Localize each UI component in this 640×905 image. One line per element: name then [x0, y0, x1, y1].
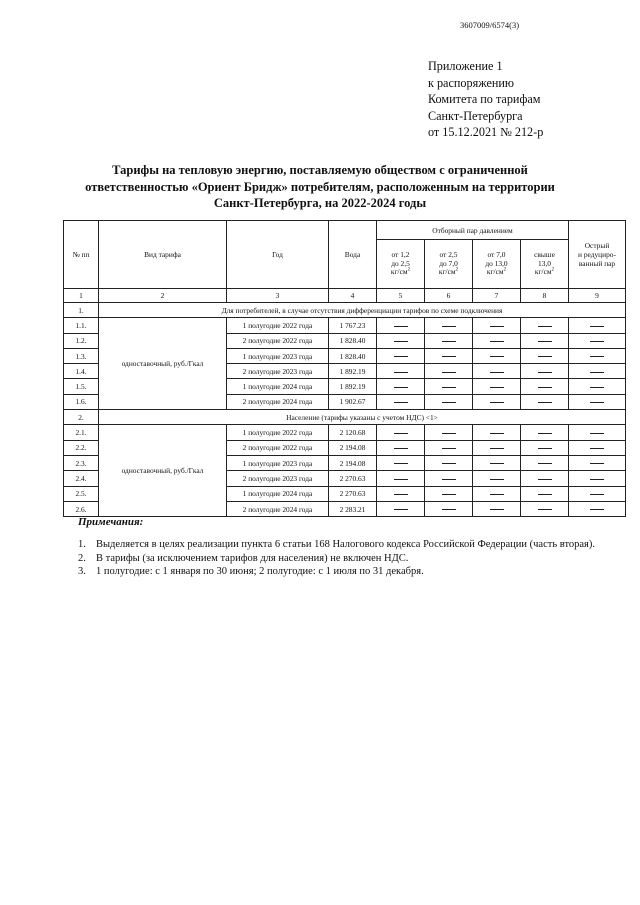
header-steam-group: Отборный пар давлением	[377, 221, 569, 240]
section-label: Население (тарифы указаны с учетом НДС) <1>	[99, 410, 626, 425]
empty-cell	[377, 440, 425, 455]
header-sharp-steam	[569, 221, 626, 289]
empty-cell	[569, 348, 626, 363]
empty-cell	[521, 318, 569, 333]
notes-list	[78, 538, 595, 579]
row-num: 1.4.	[64, 364, 99, 379]
empty-cell	[521, 486, 569, 501]
dash-mark	[394, 387, 408, 388]
water-tariff-cell: 2 194.08	[329, 455, 377, 470]
dash-mark	[394, 463, 408, 464]
dash-mark	[442, 372, 456, 373]
period-cell: 2 полугодие 2023 года	[227, 471, 329, 486]
dash-mark	[394, 433, 408, 434]
dash-mark	[490, 356, 504, 357]
empty-cell	[473, 364, 521, 379]
empty-cell	[521, 501, 569, 516]
dash-mark	[442, 509, 456, 510]
empty-cell	[473, 348, 521, 363]
dash-mark	[590, 326, 604, 327]
dash-mark	[490, 326, 504, 327]
title-line: Санкт-Петербурга, на 2022-2024 годы	[213, 196, 427, 210]
header-line: кг/см	[390, 267, 408, 277]
empty-cell	[425, 486, 473, 501]
row-num: 2.2.	[64, 440, 99, 455]
period-cell: 2 полугодие 2024 года	[227, 394, 329, 409]
annex-line: к распоряжению	[428, 75, 515, 90]
dash-mark	[490, 402, 504, 403]
table-row	[64, 425, 626, 440]
column-number-row	[64, 289, 626, 303]
empty-cell	[569, 455, 626, 470]
header-num: № пп	[64, 221, 99, 289]
superscript: 2	[455, 267, 459, 273]
empty-cell	[569, 333, 626, 348]
column-number: 8	[521, 289, 569, 303]
empty-cell	[425, 394, 473, 409]
period-cell: 2 полугодие 2022 года	[227, 333, 329, 348]
tariff-type-cell: одноставочный, руб./Гкал	[99, 318, 227, 410]
title-line: Тарифы на тепловую энергию, поставляемую обществом с ограниченной	[112, 163, 528, 177]
header-pressure-3	[473, 240, 521, 289]
empty-cell	[377, 333, 425, 348]
note-text: Выделяется в целях реализации пункта 6 статьи 168 Налогового кодекса Российской Федерации (часть вторая).	[96, 539, 596, 550]
empty-cell	[377, 486, 425, 501]
empty-cell	[377, 379, 425, 394]
dash-mark	[394, 448, 408, 449]
header-pressure-2	[425, 240, 473, 289]
dash-mark	[538, 494, 552, 495]
section-num: 1.	[64, 303, 99, 318]
period-cell: 1 полугодие 2022 года	[227, 318, 329, 333]
empty-cell	[473, 333, 521, 348]
header-line: до 2,5	[391, 258, 410, 268]
dash-mark	[590, 372, 604, 373]
period-cell: 1 полугодие 2023 года	[227, 348, 329, 363]
dash-mark	[394, 372, 408, 373]
note-number: 1.	[78, 539, 86, 550]
row-num: 2.3.	[64, 455, 99, 470]
empty-cell	[521, 455, 569, 470]
superscript: 2	[551, 267, 555, 273]
header-year: Год	[227, 221, 329, 289]
dash-mark	[538, 463, 552, 464]
note-item	[78, 552, 595, 566]
empty-cell	[521, 471, 569, 486]
section-label: Для потребителей, в случае отсутствия дифференциации тарифов по схеме подключения	[99, 303, 626, 318]
row-num: 1.1.	[64, 318, 99, 333]
empty-cell	[425, 455, 473, 470]
empty-cell	[521, 394, 569, 409]
column-number: 7	[473, 289, 521, 303]
dash-mark	[442, 448, 456, 449]
dash-mark	[442, 341, 456, 342]
dash-mark	[590, 433, 604, 434]
dash-mark	[442, 402, 456, 403]
water-tariff-cell: 1 892.19	[329, 364, 377, 379]
empty-cell	[521, 425, 569, 440]
header-line: 13,0	[538, 258, 551, 268]
tariff-type-cell: одноставочный, руб./Гкал	[99, 425, 227, 517]
header-tariff-type: Вид тарифа	[99, 221, 227, 289]
note-text: 1 полугодие: с 1 января по 30 июня; 2 полугодие: с 1 июля по 31 декабря.	[96, 566, 424, 577]
dash-mark	[590, 494, 604, 495]
notes-title: Примечания:	[78, 516, 144, 528]
header-water: Вода	[329, 221, 377, 289]
document-id: 3607009/6574(3)	[460, 20, 520, 30]
empty-cell	[473, 440, 521, 455]
annex-header	[428, 58, 543, 141]
dash-mark	[590, 509, 604, 510]
row-num: 2.5.	[64, 486, 99, 501]
header-line: Острый	[584, 241, 610, 250]
dash-mark	[394, 479, 408, 480]
empty-cell	[473, 318, 521, 333]
document-title	[70, 162, 570, 212]
empty-cell	[425, 379, 473, 394]
period-cell: 1 полугодие 2024 года	[227, 379, 329, 394]
empty-cell	[473, 379, 521, 394]
dash-mark	[538, 479, 552, 480]
dash-mark	[442, 479, 456, 480]
dash-mark	[538, 326, 552, 327]
empty-cell	[377, 318, 425, 333]
dash-mark	[490, 341, 504, 342]
period-cell: 2 полугодие 2024 года	[227, 501, 329, 516]
dash-mark	[442, 356, 456, 357]
row-num: 2.6.	[64, 501, 99, 516]
superscript: 2	[407, 267, 411, 273]
empty-cell	[473, 425, 521, 440]
note-item	[78, 565, 595, 579]
water-tariff-cell: 2 270.63	[329, 486, 377, 501]
dash-mark	[538, 402, 552, 403]
empty-cell	[473, 486, 521, 501]
note-item	[78, 538, 595, 552]
water-tariff-cell: 1 767.23	[329, 318, 377, 333]
empty-cell	[377, 364, 425, 379]
dash-mark	[490, 509, 504, 510]
dash-mark	[590, 387, 604, 388]
dash-mark	[590, 448, 604, 449]
empty-cell	[473, 501, 521, 516]
dash-mark	[490, 494, 504, 495]
empty-cell	[569, 379, 626, 394]
header-line: до 13,0	[485, 258, 508, 268]
row-num: 2.1.	[64, 425, 99, 440]
empty-cell	[377, 501, 425, 516]
note-text: В тарифы (за исключением тарифов для населения) не включен НДС.	[96, 552, 409, 564]
dash-mark	[490, 372, 504, 373]
empty-cell	[521, 440, 569, 455]
column-number: 9	[569, 289, 626, 303]
annex-line: Приложение 1	[428, 59, 503, 73]
row-num: 1.2.	[64, 333, 99, 348]
water-tariff-cell: 1 892.19	[329, 379, 377, 394]
dash-mark	[442, 387, 456, 388]
dash-mark	[538, 433, 552, 434]
empty-cell	[521, 364, 569, 379]
header-line: кг/см	[438, 267, 456, 277]
empty-cell	[521, 333, 569, 348]
header-line: свыше	[534, 250, 555, 260]
dash-mark	[394, 341, 408, 342]
empty-cell	[425, 471, 473, 486]
header-line: и редуциро-	[578, 250, 616, 259]
section-num: 2.	[64, 410, 99, 425]
empty-cell	[569, 318, 626, 333]
table-row	[64, 318, 626, 333]
dash-mark	[538, 387, 552, 388]
dash-mark	[394, 356, 408, 357]
column-number: 5	[377, 289, 425, 303]
column-number: 2	[99, 289, 227, 303]
header-pressure-4	[521, 240, 569, 289]
header-line: кг/см	[534, 267, 552, 277]
row-num: 1.6.	[64, 394, 99, 409]
row-num: 2.4.	[64, 471, 99, 486]
column-number: 1	[64, 289, 99, 303]
dash-mark	[490, 463, 504, 464]
dash-mark	[394, 402, 408, 403]
dash-mark	[590, 356, 604, 357]
period-cell: 1 полугодие 2024 года	[227, 486, 329, 501]
empty-cell	[569, 486, 626, 501]
dash-mark	[442, 463, 456, 464]
column-number: 4	[329, 289, 377, 303]
empty-cell	[377, 425, 425, 440]
header-line: от 1,2	[391, 250, 410, 260]
water-tariff-cell: 2 120.68	[329, 425, 377, 440]
empty-cell	[569, 440, 626, 455]
empty-cell	[569, 501, 626, 516]
empty-cell	[473, 394, 521, 409]
empty-cell	[425, 318, 473, 333]
empty-cell	[521, 379, 569, 394]
empty-cell	[569, 425, 626, 440]
empty-cell	[569, 471, 626, 486]
dash-mark	[442, 326, 456, 327]
dash-mark	[590, 479, 604, 480]
empty-cell	[425, 364, 473, 379]
section-row	[64, 410, 626, 425]
note-number: 2.	[78, 552, 86, 564]
dash-mark	[538, 372, 552, 373]
empty-cell	[425, 348, 473, 363]
annex-line: Санкт-Петербурга	[428, 108, 523, 123]
water-tariff-cell: 1 828.40	[329, 333, 377, 348]
dash-mark	[490, 448, 504, 449]
dash-mark	[590, 341, 604, 342]
empty-cell	[425, 333, 473, 348]
empty-cell	[473, 455, 521, 470]
dash-mark	[490, 433, 504, 434]
empty-cell	[569, 394, 626, 409]
empty-cell	[425, 440, 473, 455]
dash-mark	[490, 387, 504, 388]
annex-line: от 15.12.2021 № 212-р	[428, 125, 544, 139]
annex-line: Комитета по тарифам	[428, 92, 541, 106]
period-cell: 1 полугодие 2023 года	[227, 455, 329, 470]
section-row	[64, 303, 626, 318]
empty-cell	[425, 425, 473, 440]
column-number: 6	[425, 289, 473, 303]
dash-mark	[394, 509, 408, 510]
dash-mark	[538, 356, 552, 357]
tariff-table	[63, 220, 626, 517]
empty-cell	[425, 501, 473, 516]
dash-mark	[538, 509, 552, 510]
dash-mark	[490, 479, 504, 480]
header-line: ванный пар	[578, 259, 616, 268]
empty-cell	[377, 394, 425, 409]
period-cell: 1 полугодие 2022 года	[227, 425, 329, 440]
dash-mark	[590, 402, 604, 403]
empty-cell	[569, 364, 626, 379]
water-tariff-cell: 2 270.63	[329, 471, 377, 486]
header-line: от 2,5	[439, 250, 458, 260]
water-tariff-cell: 1 902.67	[329, 394, 377, 409]
dash-mark	[394, 326, 408, 327]
superscript: 2	[503, 267, 507, 273]
water-tariff-cell: 2 283.21	[329, 501, 377, 516]
empty-cell	[377, 348, 425, 363]
column-number: 3	[227, 289, 329, 303]
period-cell: 2 полугодие 2023 года	[227, 364, 329, 379]
dash-mark	[590, 463, 604, 464]
header-line: от 7,0	[487, 250, 506, 260]
dash-mark	[442, 433, 456, 434]
header-line: до 7,0	[439, 258, 458, 268]
dash-mark	[538, 341, 552, 342]
water-tariff-cell: 1 828.40	[329, 348, 377, 363]
empty-cell	[377, 455, 425, 470]
period-cell: 2 полугодие 2022 года	[227, 440, 329, 455]
header-pressure-1	[377, 240, 425, 289]
dash-mark	[442, 494, 456, 495]
empty-cell	[521, 348, 569, 363]
row-num: 1.5.	[64, 379, 99, 394]
empty-cell	[377, 471, 425, 486]
row-num: 1.3.	[64, 348, 99, 363]
table-header-row	[64, 221, 626, 240]
note-number: 3.	[78, 566, 86, 577]
empty-cell	[473, 471, 521, 486]
dash-mark	[394, 494, 408, 495]
water-tariff-cell: 2 194.08	[329, 440, 377, 455]
title-line: ответственностью «Ориент Бридж» потребителям, расположенным на территории	[85, 179, 555, 194]
header-line: кг/см	[486, 267, 504, 277]
dash-mark	[538, 448, 552, 449]
